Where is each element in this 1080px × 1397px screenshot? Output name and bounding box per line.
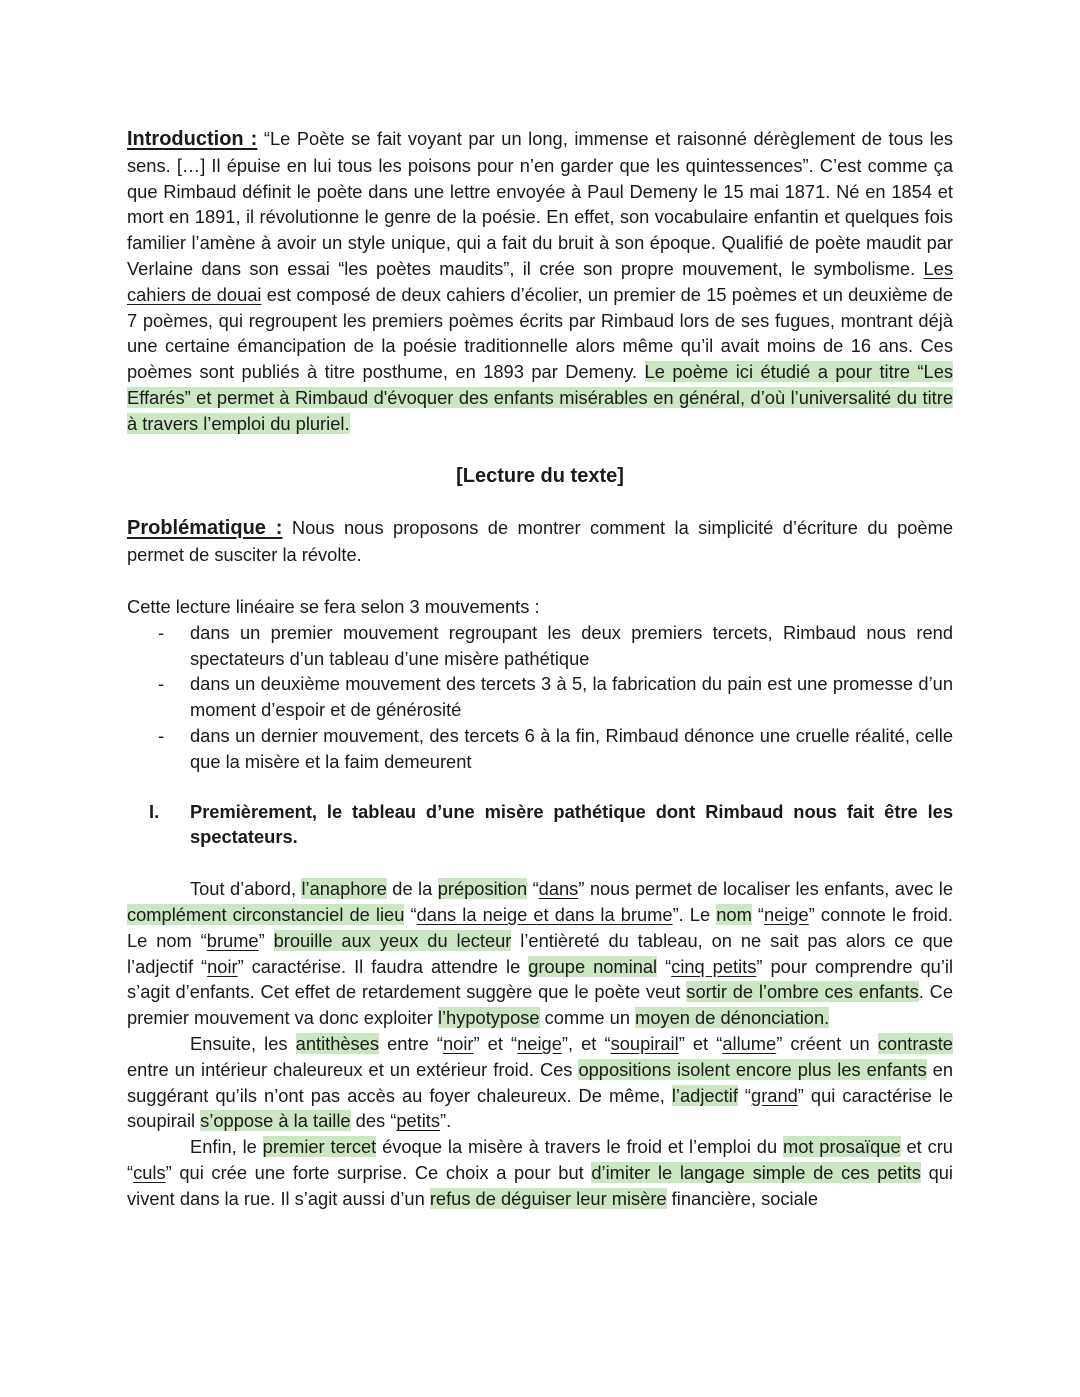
problematique-paragraph: Problématique : Nous nous proposons de montrer comment la simplicité d’écriture du poème permet de susciter la révolte. (127, 517, 953, 566)
document-page (127, 126, 953, 1211)
section-heading: I. Premièrement, le tableau d’une misère pathétique dont Rimbaud nous fait être les spectateurs. (149, 800, 953, 848)
plan-list (127, 620, 953, 775)
list-item: - dans un deuxième mouvement des tercets 3 à 5, la fabrication du pain est une promesse d’un moment d’espoir et de générosité (158, 673, 953, 721)
book-title: Les cahiers de douai (127, 257, 953, 305)
problematique-label: Problématique : (127, 517, 283, 540)
reading-title: [Lecture du texte] (456, 464, 624, 487)
list-item: - dans un dernier mouvement, des tercets 6 à la fin, Rimbaud dénonce une cruelle réalité, celle que la misère et la faim demeurent (158, 724, 953, 772)
paragraph-second: Ensuite, les antithèses entre “noir” et “neige”, et “soupirail” et “allume” créent un contraste entre un intérieur chaleureux et un extérieur froid. Ces oppositions isolent encore plus les enfants en suggérant qu’ils n’ont pas accès au foyer chaleureux. De même, l’adjectif “grand” qui caractérise le soupirail s’oppose à la taille des “petits”. (127, 1032, 953, 1132)
introduction-paragraph: Introduction : “Le Poète se fait voyant par un long, immense et raisonné dérèglement de tous les sens. […] Il épuise en lui tous les poisons pour n’en garder que les quintessences”. C’est comme ça que Rimbaud définit le poète dans une lettre envoyée à Paul Demeny le 15 mai 1871. Né en 1854 et mort en 1891, il révolutionne le genre de la poésie. En effet, son vocabulaire enfantin et quelques fois familier l’amène à avoir un style unique, qui a fait du bruit à son époque. Qualifié de poète maudit par Verlaine dans son essai “les poètes maudits”, il crée son propre mouvement, le symbolisme. Les cahiers de douai est composé de deux cahiers d’écolier, un premier de 15 poèmes et un deuxième de 7 poèmes, qui regroupent les premiers poèmes écrits par Rimbaud lors de ses fugues, montrant déjà une certaine émancipation de la poésie traditionnelle alors même qu’il avait moins de 16 ans. Ces poèmes sont publiés à titre posthume, en 1893 par Demeny. Le poème ici étudié a pour titre “Les Effarés” et permet à Rimbaud d'évoquer des enfants misérables en général, d’où l’universalité du titre à travers l’emploi du pluriel. (127, 128, 953, 434)
introduction-label: Introduction : (127, 128, 258, 150)
list-item: - dans un premier mouvement regroupant les deux premiers tercets, Rimbaud nous rend spectateurs d’un tableau d’une misère pathétique (158, 621, 953, 669)
highlight: Le poème ici étudié a pour titre “Les Effarés” et permet à Rimbaud d'évoquer des enfants misérables en général, d’où l’universalité du titre à travers l’emploi du pluriel. (127, 361, 953, 434)
paragraph-first: Tout d’abord, l’anaphore de la préposition “dans” nous permet de localiser les enfants, avec le complément circonstanciel de lieu “dans la neige et dans la brume”. Le nom “neige” connote le froid. Le nom “brume” brouille aux yeux du lecteur l’entièreté du tableau, on ne sait pas alors ce que l’adjectif “noir” caractérise. Il faudra attendre le groupe nominal “cinq petits” pour comprendre qu’il s’agit d’enfants. Cet effet de retardement suggère que le poète veut sortir de l’ombre ces enfants. Ce premier mouvement va donc exploiter l’hypotypose comme un moyen de dénonciation. (127, 878, 954, 1029)
plan-intro: Cette lecture linéaire se fera selon 3 mouvements : (127, 595, 540, 617)
paragraph-third: Enfin, le premier tercet évoque la misère à travers le froid et l’emploi du mot prosaïque et cru “culs” qui crée une forte surprise. Ce choix a pour but d’imiter le langage simple de ces petits qui vivent dans la rue. Il s’agit aussi d’un refus de déguiser leur misère financière, sociale (127, 1136, 953, 1209)
